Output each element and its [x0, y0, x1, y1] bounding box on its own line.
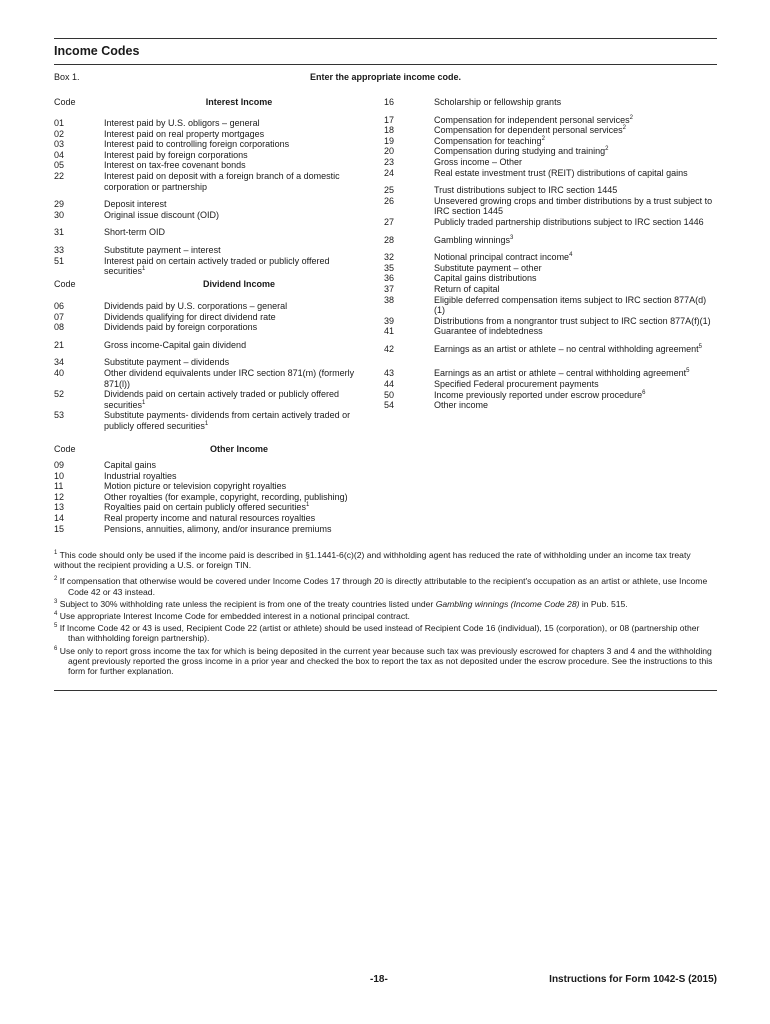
row-gap [384, 337, 717, 344]
page [54, 0, 717, 1024]
code-row [54, 227, 369, 238]
income-code: 02 [54, 128, 65, 139]
income-code: 35 [384, 262, 395, 273]
footnote-text: Subject to 30% withholding rate unless the recipient is from one of the treaty countries listed under [59, 598, 436, 609]
income-code: 32 [384, 252, 395, 263]
income-description [104, 471, 369, 482]
income-code: 38 [384, 294, 395, 305]
income-code: 39 [384, 315, 395, 326]
code-row [54, 410, 369, 431]
income-code: 28 [384, 234, 395, 245]
row-gap [384, 108, 717, 115]
description-text: Royalties paid on certain publicly offered securities [104, 502, 306, 513]
code-header: Code [54, 444, 76, 454]
footnote-text: Use appropriate Interest Income Code for embedded interest in a notional principal contract. [59, 611, 410, 622]
description-text: Motion picture or television copyright royalties [104, 481, 287, 492]
footer-doc-title: Instructions for Form 1042-S (2015) [549, 974, 717, 985]
code-row [54, 256, 369, 277]
income-code: 52 [54, 389, 65, 400]
code-row [54, 502, 369, 513]
income-code: 06 [54, 301, 65, 311]
code-row [384, 252, 717, 263]
footnote-ref: 1 [142, 399, 146, 406]
income-description [434, 390, 717, 401]
income-code: 13 [54, 502, 65, 513]
income-code: 42 [384, 343, 395, 354]
description-text: Gambling winnings [434, 234, 511, 245]
income-description [104, 389, 369, 410]
footnote-text: If compensation that otherwise would be covered under Income Codes 17 through 20 is directly attributable to the recipient's occupation as an artist or athlete, use Income Code 42 or 43 instead. [59, 576, 708, 597]
code-row [54, 513, 369, 524]
other-heading: Other Income [209, 444, 268, 454]
income-description [434, 379, 717, 390]
footnote [54, 599, 717, 609]
income-description [104, 357, 369, 368]
income-code: 15 [54, 523, 65, 534]
interest-heading: Interest Income [205, 97, 273, 107]
income-description [104, 171, 369, 192]
code-row [54, 171, 369, 192]
income-description [104, 118, 369, 129]
code-row [54, 139, 369, 150]
income-code: 27 [384, 216, 395, 227]
income-description [434, 185, 717, 196]
income-code: 33 [54, 244, 65, 255]
income-code: 08 [54, 322, 65, 333]
income-code: 22 [54, 170, 65, 181]
code-row [54, 160, 369, 171]
description-text: Dividends paid by foreign corporations [104, 322, 258, 333]
footnote-ref: 2 [629, 114, 633, 121]
code-row [384, 295, 717, 316]
code-row [384, 379, 717, 390]
interest-list [54, 118, 369, 277]
income-code: 04 [54, 149, 65, 160]
description-text: Compensation for teaching [434, 135, 542, 146]
description-text: Pensions, annuities, alimony, and/or insurance premiums [104, 523, 332, 534]
income-description [104, 139, 369, 150]
footnote-ref: 1 [305, 502, 310, 509]
code-row [384, 217, 717, 228]
income-code: 03 [54, 139, 65, 150]
income-description [434, 316, 717, 327]
income-description [104, 245, 369, 256]
description-text: Distributions from a nongrantor trust subject to IRC section 877A(f)(1) [434, 315, 711, 326]
description-text: Scholarship or fellowship grants [434, 97, 562, 107]
code-row [54, 322, 369, 333]
description-text: Original issue discount (OID) [104, 209, 220, 220]
code-row [54, 210, 369, 221]
row-gap [54, 333, 369, 340]
income-code: 41 [384, 326, 395, 337]
income-description [434, 263, 717, 274]
income-description [434, 115, 717, 126]
footnote-mark: 2 [54, 576, 58, 583]
income-description [434, 273, 717, 284]
footnote [54, 611, 717, 621]
code-row [384, 344, 717, 355]
income-description [104, 368, 369, 389]
description-text: Return of capital [434, 283, 500, 294]
description-text: Dividends qualifying for direct dividend rate [104, 311, 276, 322]
income-code: 20 [384, 146, 395, 157]
income-description [434, 368, 717, 379]
income-code: 19 [384, 135, 395, 146]
income-code: 09 [54, 460, 65, 470]
income-code: 17 [384, 114, 395, 125]
code-row [54, 129, 369, 140]
income-description [434, 196, 717, 217]
income-code: 31 [54, 227, 65, 238]
income-description [434, 136, 717, 147]
income-code: 50 [384, 389, 395, 400]
code-row [384, 196, 717, 217]
code-row [384, 284, 717, 295]
footnote-ref: 2 [541, 135, 545, 142]
code-row [54, 357, 369, 368]
description-text: Deposit interest [104, 199, 167, 210]
row-gap [384, 354, 717, 361]
income-description [104, 227, 369, 238]
footnote-ref: 1 [204, 420, 209, 427]
income-code: 34 [54, 357, 65, 368]
description-text: Interest paid by U.S. obligors – general [104, 118, 260, 128]
code-row [54, 460, 369, 471]
footnote-ref: 5 [698, 343, 702, 350]
row-gap [54, 220, 369, 227]
income-code: 26 [384, 195, 395, 206]
description-text: Compensation for dependent personal services [434, 125, 623, 136]
right-code-list [384, 97, 717, 411]
code-row [384, 146, 717, 157]
code-row [54, 199, 369, 210]
income-code: 37 [384, 283, 395, 294]
code-row [54, 150, 369, 161]
footnote-ref: 4 [569, 252, 573, 259]
row-gap [384, 228, 717, 235]
income-description [104, 410, 369, 431]
dividend-list [54, 301, 369, 432]
income-description [434, 157, 717, 168]
code-row [384, 235, 717, 246]
description-text: Real estate investment trust (REIT) distributions of capital gains [434, 167, 688, 178]
description-text: Interest paid by foreign corporations [104, 149, 248, 160]
footnote-ref: 3 [510, 234, 514, 241]
income-code: 54 [384, 400, 395, 411]
income-description [434, 295, 717, 316]
code-row [384, 368, 717, 379]
description-text: Interest paid on certain actively traded or publicly offered securities [104, 255, 330, 277]
description-text: Substitute payments- dividends from certain actively traded or publicly offered securities [104, 410, 351, 431]
code-row [384, 136, 717, 147]
income-code: 44 [384, 379, 395, 390]
description-text: Compensation for independent personal services [434, 114, 630, 125]
code-row [54, 301, 369, 312]
income-code: 11 [54, 481, 64, 492]
footnote-mark: 3 [54, 598, 58, 605]
footnote-ref: 2 [605, 146, 609, 153]
code-row [54, 312, 369, 323]
description-text: Income previously reported under escrow procedure [434, 389, 643, 400]
description-text: Other dividend equivalents under IRC section 871(m) (formerly 871(l)) [104, 367, 355, 389]
description-text: Interest paid on real property mortgages [104, 128, 265, 139]
footnote [54, 576, 717, 596]
description-text: Short-term OID [104, 227, 166, 238]
code-row [384, 157, 717, 168]
description-text: Interest on tax-free covenant bonds [104, 160, 246, 171]
income-description [104, 524, 369, 535]
top-rule [54, 38, 717, 39]
description-text: Gross income-Capital gain dividend [104, 339, 247, 350]
code-header: Code [54, 279, 76, 289]
row-gap [384, 245, 717, 252]
income-code: 05 [54, 160, 65, 171]
footnote-italic-text: Gambling winnings (Income Code 28) [435, 598, 580, 609]
income-description [434, 217, 717, 228]
bottom-rule [54, 690, 717, 691]
income-description [104, 160, 369, 171]
income-code: 21 [54, 339, 65, 350]
code-header: Code [54, 97, 76, 107]
code-row [54, 118, 369, 129]
code-row [384, 326, 717, 337]
footnote-text: in Pub. 515. [579, 598, 628, 609]
income-description [434, 400, 717, 411]
income-description [104, 256, 369, 277]
income-description [104, 492, 369, 503]
code-row [54, 481, 369, 492]
page-title: Income Codes [54, 44, 140, 58]
income-code: 40 [54, 367, 65, 378]
description-text: Specified Federal procurement payments [434, 379, 599, 390]
box-instruction: Enter the appropriate income code. [309, 72, 462, 82]
title-rule [54, 64, 717, 65]
description-text: Eligible deferred compensation items subject to IRC section 877A(d)(1) [434, 294, 707, 316]
code-row [384, 125, 717, 136]
income-description [104, 322, 369, 333]
income-code: 18 [384, 125, 395, 136]
code-row [384, 97, 717, 108]
description-text: Capital gains [104, 460, 157, 470]
income-description [104, 150, 369, 161]
description-text: Trust distributions subject to IRC section 1445 [434, 185, 618, 196]
description-text: Capital gains distributions [434, 273, 537, 284]
income-code: 07 [54, 311, 65, 322]
income-code: 53 [54, 410, 65, 421]
code-row [384, 115, 717, 126]
description-text: Unsevered growing crops and timber distributions by a trust subject to IRC section 1445 [434, 195, 713, 217]
code-row [54, 245, 369, 256]
footnote-mark: 5 [54, 623, 58, 630]
description-text: Real property income and natural resources royalties [104, 512, 316, 523]
row-gap [384, 178, 717, 185]
description-text: Publicly traded partnership distributions subject to IRC section 1446 [434, 216, 704, 227]
income-description [104, 312, 369, 323]
row-gap [54, 238, 369, 245]
page-number: -18- [370, 974, 388, 985]
income-code: 24 [384, 167, 395, 178]
row-gap [384, 361, 717, 368]
description-text: Other royalties (for example, copyright, recording, publishing) [104, 491, 348, 502]
income-description [104, 129, 369, 140]
description-text: Industrial royalties [104, 470, 177, 481]
code-row [384, 390, 717, 401]
income-description [104, 513, 369, 524]
description-text: Interest paid on deposit with a foreign branch of a domestic corporation or partnership [104, 170, 340, 192]
income-description [104, 502, 369, 513]
income-description [104, 481, 369, 492]
income-code: 16 [384, 97, 395, 107]
footnote-ref: 6 [642, 389, 646, 396]
code-row [384, 316, 717, 327]
income-code: 43 [384, 368, 395, 379]
description-text: Interest paid to controlling foreign corporations [104, 139, 290, 150]
description-text: Guarantee of indebtedness [434, 326, 543, 337]
income-code: 29 [54, 199, 65, 210]
description-text: Substitute payment – other [434, 262, 542, 273]
footnote-text: If Income Code 42 or 43 is used, Recipient Code 22 (artist or athlete) should be used instead of Recipient Code 16 (individual), 15 (corporation), or 08 (partnership other than withholding foreign partnership). [59, 623, 700, 644]
dividend-heading: Dividend Income [202, 279, 275, 289]
income-description [104, 340, 369, 351]
code-row [384, 185, 717, 196]
income-description [434, 125, 717, 136]
income-description [104, 460, 369, 471]
description-text: Compensation during studying and training [434, 146, 606, 157]
footnote [54, 646, 717, 677]
code-row [54, 524, 369, 535]
footnote-ref: 1 [142, 266, 146, 273]
income-description [104, 199, 369, 210]
income-description [434, 235, 717, 246]
description-text: Other income [434, 400, 489, 411]
income-code: 10 [54, 470, 65, 481]
income-description [434, 146, 717, 157]
other-list [54, 460, 369, 534]
row-gap [54, 350, 369, 357]
income-description [104, 210, 369, 221]
income-code: 51 [54, 255, 65, 266]
description-text: Notional principal contract income [434, 252, 570, 263]
footnote-mark: 1 [54, 550, 58, 557]
code-row [54, 368, 369, 389]
footnote [54, 550, 717, 570]
footnote-ref: 2 [622, 125, 626, 132]
footnote [54, 623, 717, 643]
income-code: 01 [54, 118, 65, 128]
footnote-ref: 5 [686, 368, 690, 375]
income-code: 30 [54, 209, 65, 220]
income-code: 36 [384, 273, 395, 284]
code-row [54, 340, 369, 351]
code-row [384, 400, 717, 411]
description-text: Earnings as an artist or athlete – central withholding agreement [434, 368, 687, 379]
income-description [434, 344, 717, 355]
code-row [384, 263, 717, 274]
income-description [434, 326, 717, 337]
box-label: Box 1. [54, 72, 80, 82]
code-row [54, 389, 369, 410]
code-row [54, 492, 369, 503]
income-description [434, 252, 717, 263]
code-row [384, 273, 717, 284]
footnotes [54, 550, 717, 678]
income-code: 25 [384, 185, 395, 196]
income-description [434, 284, 717, 295]
description-text: Substitute payment – dividends [104, 357, 230, 368]
income-code: 23 [384, 156, 395, 167]
code-row [384, 168, 717, 179]
description-text: Earnings as an artist or athlete – no central withholding agreement [434, 343, 699, 354]
footnote-mark: 4 [54, 611, 58, 618]
description-text: Substitute payment – interest [104, 244, 221, 255]
description-text: Dividends paid by U.S. corporations – general [104, 301, 288, 311]
description-text: Gross income – Other [434, 156, 523, 167]
row-gap [54, 192, 369, 199]
income-code: 12 [54, 491, 65, 502]
footnote-mark: 6 [54, 645, 58, 652]
footnote-text: Use only to report gross income the tax for which is being deposited in the current year because such tax was previously escrowed for chapters 3 and 4 and the withholding agent previously reported the gross income in a prior year and checked the box to report the tax as not deposited under the escrow procedure. See the instructions to this form for further explanation. [59, 645, 713, 677]
footnote-text: This code should only be used if the income paid is described in §1.1441-6(c)(2) and withholding agent has reduced the rate of withholding under an income tax treaty without the recipient providing a U.S. or foreign TIN. [54, 550, 691, 571]
income-description [434, 168, 717, 179]
income-code: 14 [54, 512, 65, 523]
description-text: Dividends paid on certain actively traded or publicly offered securities [104, 389, 339, 410]
income-description [104, 301, 369, 312]
income-description [434, 97, 717, 108]
code-row [54, 471, 369, 482]
